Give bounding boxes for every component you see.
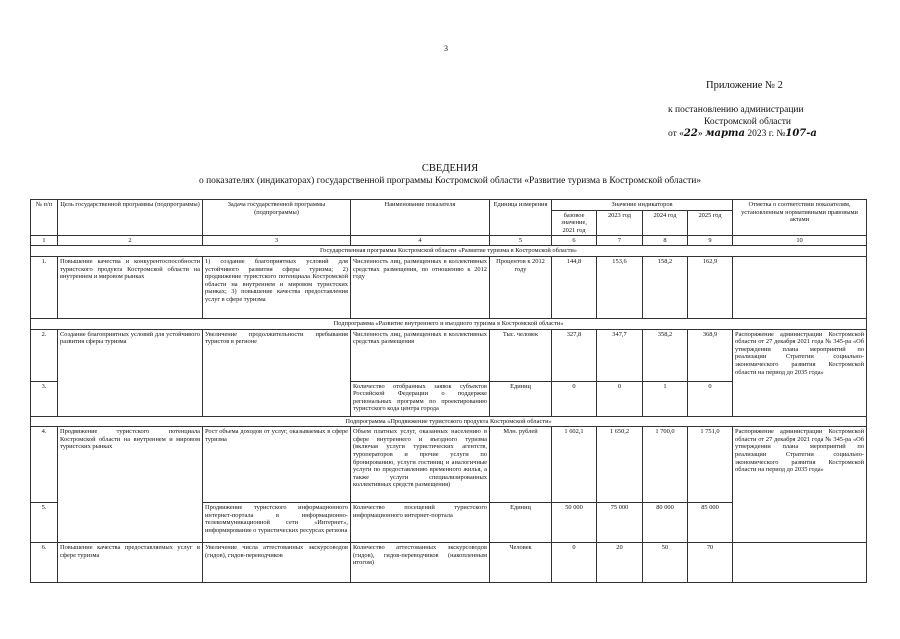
row-unit: Тыс. человек — [490, 329, 552, 381]
resolution-line-2: Костромской области — [704, 117, 791, 127]
col-number: 7 — [597, 236, 643, 246]
header-unit: Единица измерения — [490, 200, 552, 236]
row-task: Увеличение числа аттестованных экскурсоводов (гидов), гидов-переводчиков — [203, 543, 351, 583]
date-prefix: от « — [668, 129, 684, 139]
row-2025: 1 751,0 — [688, 427, 733, 503]
row-2023: 153,6 — [597, 256, 643, 318]
col-number: 9 — [688, 236, 733, 246]
row-2024: 158,2 — [643, 256, 688, 318]
row-2023: 20 — [597, 543, 643, 583]
row-2025: 85 000 — [688, 503, 733, 543]
row-goal: Создание благоприятных условий для устойчивого развития сферы туризма — [58, 329, 203, 416]
date-year-label: 2023 г. № — [745, 129, 786, 139]
row-indicator: Количество отобранных заявок субъектов Российской Федерации о поддержке региональных программ по проектированию туристского кода центра города — [351, 381, 490, 416]
header-num: № п/п — [31, 200, 58, 236]
table-row — [31, 427, 867, 503]
header-2024: 2024 год — [643, 210, 688, 236]
row-2024: 358,2 — [643, 329, 688, 381]
row-indicator: Количество аттестованных экскурсоводов (гидов), гидов-переводчиков (накопленным итогом) — [351, 543, 490, 583]
row-base: 1 602,1 — [552, 427, 597, 503]
row-unit: Единиц — [490, 503, 552, 543]
row-base: 0 — [552, 543, 597, 583]
row-goal: Повышение качества и конкурентоспособности туристского продукта Костромской области на внутреннем и мировом рынках — [58, 256, 203, 318]
row-2024: 80 000 — [643, 503, 688, 543]
header-2025: 2025 год — [688, 210, 733, 236]
col-number: 10 — [733, 236, 867, 246]
section-row-program — [31, 246, 867, 257]
table-row — [31, 543, 867, 583]
row-2025: 162,9 — [688, 256, 733, 318]
header-base: базовое значение, 2021 год — [552, 210, 597, 236]
row-num: 1. — [31, 256, 58, 318]
handwritten-number: 107-а — [785, 128, 817, 139]
row-2023: 347,7 — [597, 329, 643, 381]
page-number: 3 — [444, 44, 448, 53]
resolution-block — [668, 104, 817, 140]
row-num: 4. — [31, 427, 58, 503]
row-2024: 1 — [643, 381, 688, 416]
row-note — [733, 543, 867, 583]
col-number: 1 — [31, 236, 58, 246]
row-num: 5. — [31, 503, 58, 543]
row-goal: Повышение качества предоставляемых услуг в сфере туризма — [58, 543, 203, 583]
row-2023: 1 650,2 — [597, 427, 643, 503]
row-2023: 0 — [597, 381, 643, 416]
indicators-table — [30, 199, 867, 583]
section-subprogram-2: Подпрограмма «Продвижение туристского продукта Костромской области» — [31, 416, 867, 427]
row-task: Продвижение туристского информационного интернет-портала в информационно-телекоммуникационной сети «Интернет», информирование о туристических ресурсах региона — [203, 503, 351, 543]
header-note: Отметка о соответствии показателям, установленным нормативными правовыми актами — [733, 200, 867, 236]
section-program: Государственная программа Костромской области «Развитие туризма в Костромской области» — [31, 246, 867, 257]
row-base: 0 — [552, 381, 597, 416]
row-num: 3. — [31, 381, 58, 416]
document-title: СВЕДЕНИЯ — [421, 163, 479, 174]
header-goal: Цель государственной программы (подпрограммы) — [58, 200, 203, 236]
row-unit: Млн. рублей — [490, 427, 552, 503]
header-2023: 2023 год — [597, 210, 643, 236]
date-sep: » — [697, 129, 705, 139]
row-2025: 0 — [688, 381, 733, 416]
row-goal: Продвижение туристского потенциала Костромской области на внутреннем и мировом туристских рынках — [58, 427, 203, 543]
row-note: Распоряжение администрации Костромской области от 27 декабря 2021 года № 345-ра «Об утверждении плана мероприятий по реализации Стратегии социально-экономического развития Костромской области на период до 2035 года» — [733, 329, 867, 416]
row-task: Увеличение продолжительности пребывания туристов в регионе — [203, 329, 351, 416]
col-number: 3 — [203, 236, 351, 246]
header-task: Задача государственной программы (подпрограммы) — [203, 200, 351, 236]
col-number: 8 — [643, 236, 688, 246]
row-task: Рост объема доходов от услуг, оказываемых в сфере туризма — [203, 427, 351, 503]
section-row-sub1 — [31, 318, 867, 329]
row-task: 1) создание благоприятных условий для устойчивого развития сферы туризма; 2) продвижение туристского потенциала Костромской области на внутреннем и мировом туристских рынках; 3) повышение качества предоставления услуг в сфере туризма — [203, 256, 351, 318]
col-number: 6 — [552, 236, 597, 246]
header-values-group: Значение индикаторов — [552, 200, 733, 211]
row-indicator: Численность лиц, размещенных в коллективных средствах размещения, по отношению к 2012 году — [351, 256, 490, 318]
row-base: 327,8 — [552, 329, 597, 381]
row-indicator: Количество посещений туристского информационного интернет-портала — [351, 503, 490, 543]
col-number: 2 — [58, 236, 203, 246]
table-row — [31, 329, 867, 381]
row-2024: 50 — [643, 543, 688, 583]
handwritten-month: марта — [704, 128, 745, 139]
row-2023: 75 000 — [597, 503, 643, 543]
section-subprogram-1: Подпрограмма «Развитие внутреннего и въездного туризма в Костромской области» — [31, 318, 867, 329]
row-2025: 70 — [688, 543, 733, 583]
row-num: 2. — [31, 329, 58, 381]
row-2024: 1 700,0 — [643, 427, 688, 503]
appendix-label: Приложение № 2 — [706, 80, 783, 91]
row-note — [733, 256, 867, 318]
row-2025: 368,9 — [688, 329, 733, 381]
section-row-sub2 — [31, 416, 867, 427]
handwritten-day: 22 — [683, 128, 698, 139]
resolution-line-1: к постановлению администрации — [668, 105, 804, 115]
document-subtitle: о показателях (индикаторах) государственной программы Костромской области «Развитие туризма в Костромской области» — [198, 176, 702, 186]
col-number: 5 — [490, 236, 552, 246]
header-indicator: Наименование показателя — [351, 200, 490, 236]
row-base: 144,8 — [552, 256, 597, 318]
row-num: 6. — [31, 543, 58, 583]
row-note: Распоряжение администрации Костромской области от 27 декабря 2021 года № 345-ра «Об утверждении плана мероприятий по реализации Стратегии социально-экономического развития Костромской области на период до 2035 года» — [733, 427, 867, 543]
row-indicator: Объем платных услуг, оказанных населению в сфере внутреннего и въездного туризма (включая услуги туристических агентств, туроператоров и прочие услуги по бронированию, услуги гостиниц и аналогичные услуги по предоставлению временного жилья, а также услуги специализированных коллективных средств размещения) — [351, 427, 490, 503]
resolution-date-line — [668, 128, 817, 140]
row-base: 50 000 — [552, 503, 597, 543]
row-unit: Единиц — [490, 381, 552, 416]
row-unit: Процентов к 2012 году — [490, 256, 552, 318]
row-indicator: Численность лиц, размещенных в коллективных средствах размещения — [351, 329, 490, 381]
header-row — [31, 200, 867, 211]
table-row — [31, 256, 867, 318]
row-unit: Человек — [490, 543, 552, 583]
col-number: 4 — [351, 236, 490, 246]
column-numbers-row — [31, 236, 867, 246]
